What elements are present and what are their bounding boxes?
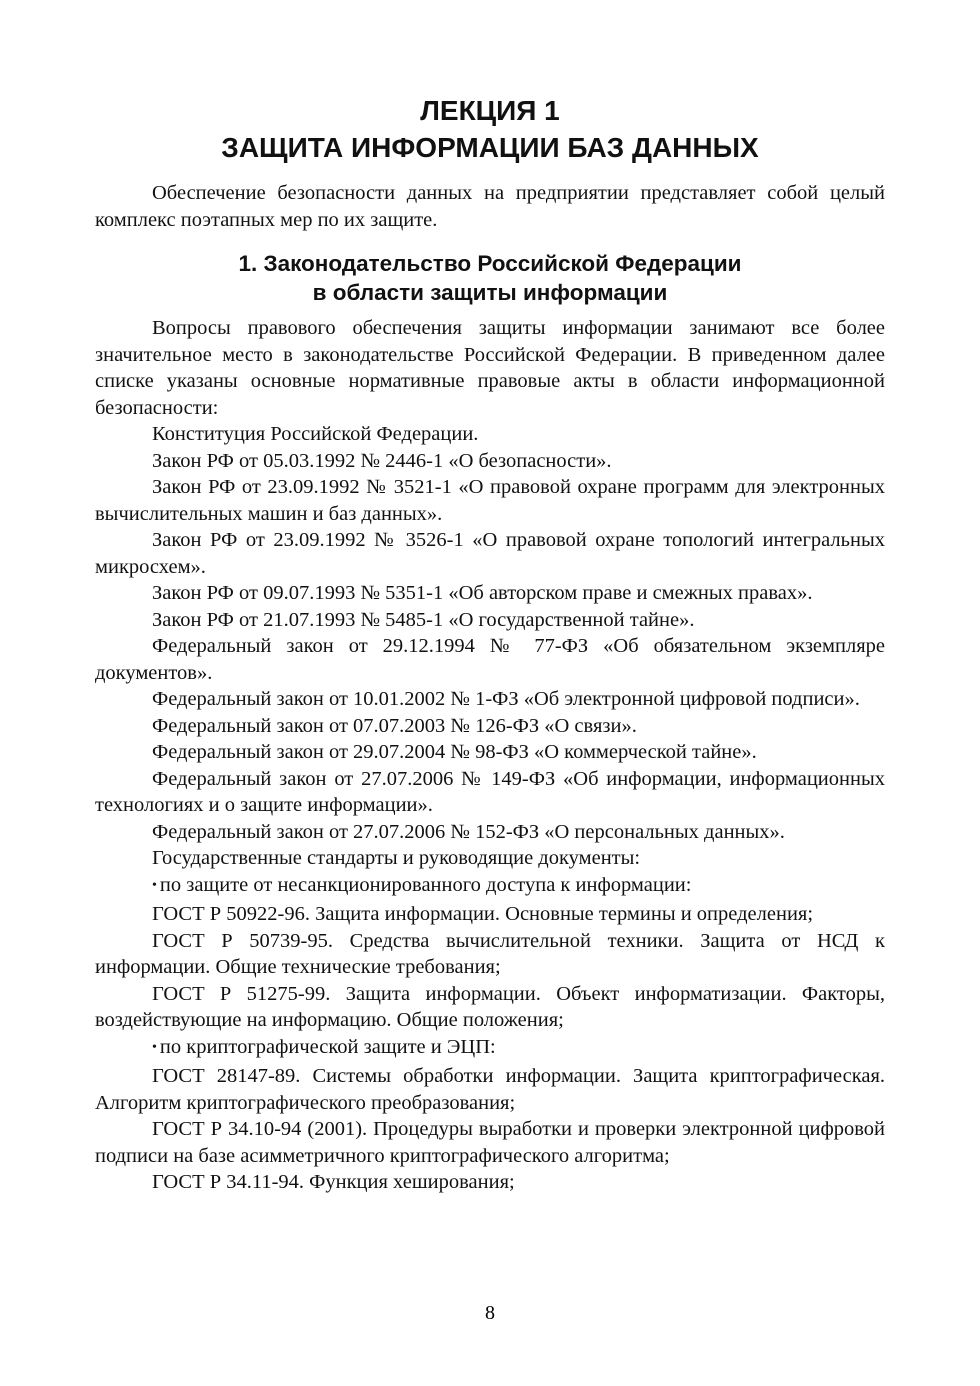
lecture-title: ЗАЩИТА ИНФОРМАЦИИ БАЗ ДАННЫХ (221, 132, 759, 163)
paragraph: Федеральный закон от 10.01.2002 № 1-ФЗ «Об электронной цифровой подписи». (152, 688, 860, 710)
bullet-text: по защите от несанкционированного доступа к информации: (159, 873, 692, 896)
section-title-line2: в области защиты информации (312, 280, 668, 305)
bullet-item-crypto (95, 1034, 885, 1064)
lecture-heading (95, 92, 885, 166)
lecture-label: ЛЕКЦИЯ 1 (420, 95, 560, 126)
paragraph: Конституция Российской Федерации. (152, 423, 479, 445)
gost-item: ГОСТ Р 50922-96. Защита информации. Основные термины и определения; (152, 903, 814, 925)
paragraph: Федеральный закон от 07.07.2003 № 126-ФЗ «О связи». (152, 714, 637, 737)
bullet-text: по криптографической защите и ЭЦП: (159, 1035, 496, 1058)
page-number: 8 (485, 1302, 495, 1324)
bullet-item-nsd (95, 872, 885, 902)
paragraph: Федеральный закон от 27.07.2006 № 149-ФЗ «Об информации, информационных технологиях и о защите информации». (95, 767, 885, 816)
intro-paragraph: Обеспечение безопасности данных на предприятии представляет собой целый комплекс поэтапных мер по их защите. (95, 182, 885, 231)
section-title-line1: 1. Законодательство Российской Федерации (238, 251, 742, 276)
paragraph: Закон РФ от 05.03.1992 № 2446-1 «О безопасности». (152, 449, 612, 472)
bullet-icon: • (152, 1039, 157, 1055)
paragraph: Федеральный закон от 27.07.2006 № 152-ФЗ «О персональных данных». (152, 820, 785, 843)
gost-item: ГОСТ 28147-89. Системы обработки информации. Защита криптографическая. Алгоритм криптографического преобразования; (95, 1065, 885, 1114)
paragraph: Закон РФ от 21.07.1993 № 5485-1 «О государственной тайне». (152, 608, 695, 631)
section-heading (95, 249, 885, 307)
paragraph: Государственные стандарты и руководящие документы: (152, 847, 641, 869)
paragraph: Закон РФ от 23.09.1992 № 3526-1 «О правовой охране топологий интегральных микросхем». (95, 529, 885, 578)
gost-item: ГОСТ Р 51275-99. Защита информации. Объект информатизации. Факторы, воздействующие на информацию. Общие положения; (95, 982, 885, 1031)
paragraph: Федеральный закон от 29.07.2004 № 98-ФЗ «О коммерческой тайне». (152, 741, 757, 763)
gost-item: ГОСТ Р 50739-95. Средства вычислительной техники. Защита от НСД к информации. Общие технические требования; (95, 929, 885, 978)
gost-item: ГОСТ Р 34.11-94. Функция хеширования; (152, 1171, 515, 1193)
gost-item: ГОСТ Р 34.10-94 (2001). Процедуры выработки и проверки электронной цифровой подписи на базе асимметричного криптографического алгоритма; (95, 1118, 885, 1167)
paragraph: Закон РФ от 23.09.1992 № 3521-1 «О правовой охране программ для электронных вычислительных машин и баз данных». (95, 476, 885, 525)
paragraph: Федеральный закон от 29.12.1994 № 77-ФЗ «Об обязательном экземпляре документов». (95, 635, 885, 684)
bullet-icon: • (152, 877, 157, 893)
paragraph: Вопросы правового обеспечения защиты информации занимают все более значительное место в законодательстве Российской Федерации. В приведенном далее списке указаны основные нормативные правовые акты в области информационной безопасности: (95, 317, 885, 419)
paragraph: Закон РФ от 09.07.1993 № 5351-1 «Об авторском праве и смежных правах». (152, 582, 813, 604)
